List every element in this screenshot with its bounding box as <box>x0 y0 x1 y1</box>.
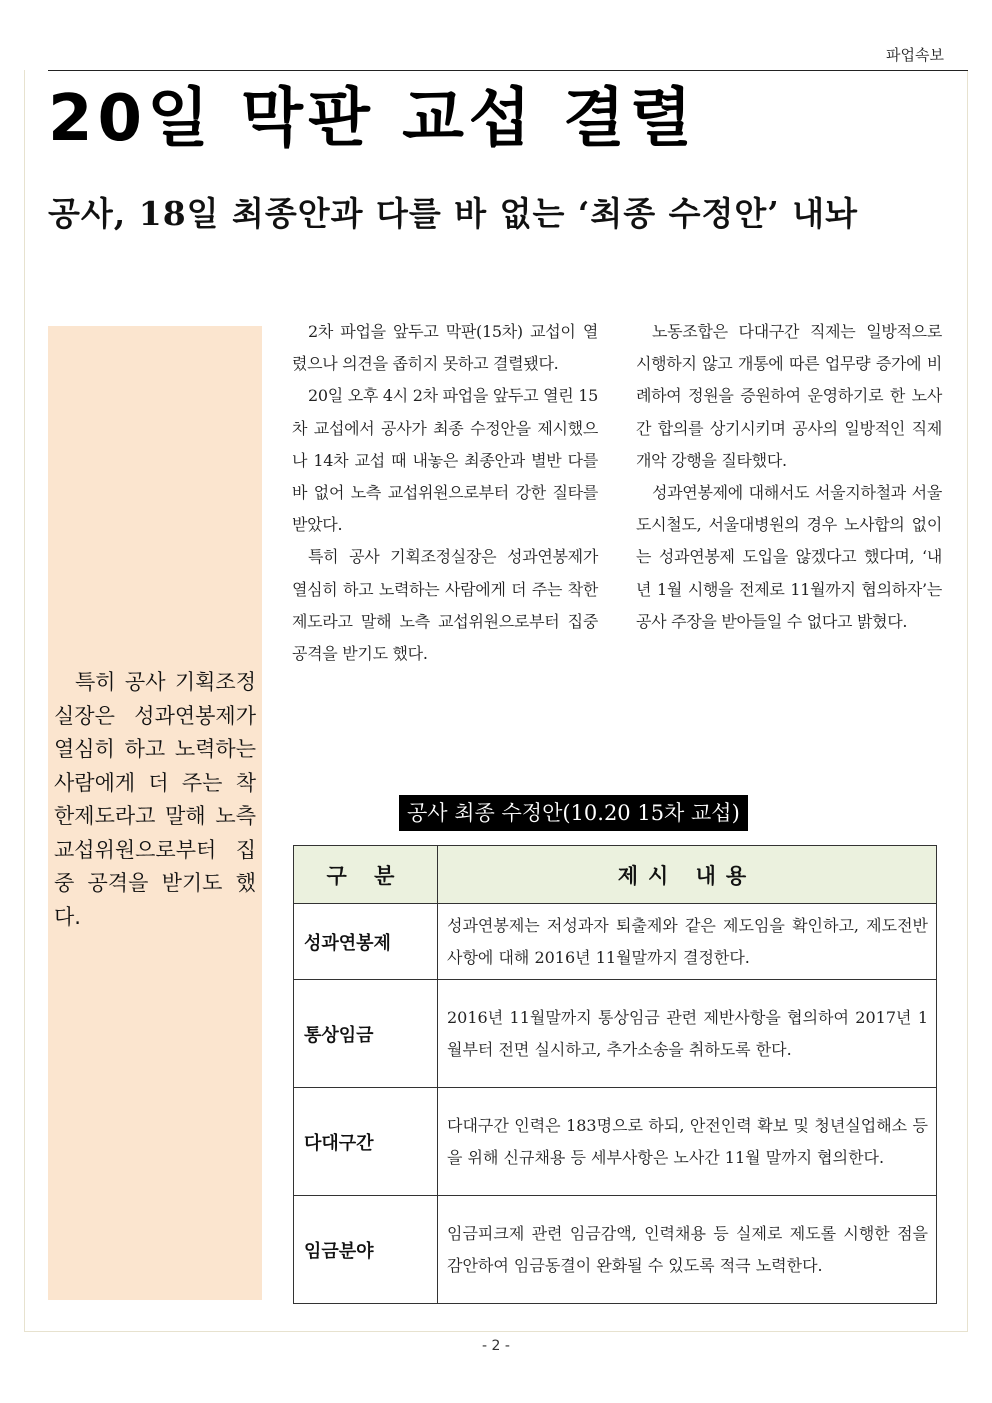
row-content: 다대구간 인력은 183명으로 하되, 안전인력 확보 및 청년실업해소 등을 위해 신규채용 등 세부사항은 노사간 11월 말까지 협의한다. <box>438 1088 937 1196</box>
article-paragraph: 20일 오후 4시 2차 파업을 앞두고 열린 15차 교섭에서 공사가 최종 수정안을 제시했으나 14차 교섭 때 내놓은 최종안과 별반 다를 바 없어 노측 교섭위원으로부터 강한 질타를 받았다. <box>292 386 598 535</box>
row-content: 2016년 11월말까지 통상임금 관련 제반사항을 협의하여 2017년 1월부터 전면 실시하고, 추가소송을 취하도록 한다. <box>438 980 937 1088</box>
row-content: 임금피크제 관련 임금감액, 인력채용 등 실제로 제도롤 시행한 점을 감안하여 임금동결이 완화될 수 있도록 적극 노력한다. <box>438 1196 937 1304</box>
table-header-content: 제시 내용 <box>438 846 937 904</box>
table-row <box>294 980 937 1088</box>
article-paragraph: 노동조합은 다대구간 직제는 일방적으로 시행하지 않고 개통에 따른 업무량 증가에 비례하여 정원을 증원하여 운영하기로 한 노사간 합의를 상기시키며 공사의 일방적인 직제개악 강행을 질타했다. <box>636 322 942 470</box>
article-column-left <box>292 316 598 670</box>
subheadline: 공사, 18일 최종안과 다를 바 없는 ‘최종 수정안’ 내놔 <box>48 194 858 233</box>
section-label: 파업속보 <box>886 46 944 64</box>
pullquote-text: 특히 공사 기획조정실장은 성과연봉제가 열심히 하고 노력하는 사람에게 더 주는 착한제도라고 말해 노측 교섭위원으로부터 집중 공격을 받기도 했다. <box>54 670 256 929</box>
row-label: 성과연봉제 <box>294 904 438 980</box>
pullquote-box <box>48 326 262 1300</box>
row-label: 임금분야 <box>294 1196 438 1304</box>
article-paragraph: 특히 공사 기획조정실장은 성과연봉제가 열심히 하고 노력하는 사람에게 더 주는 착한제도라고 말해 노측 교섭위원으로부터 집중 공격을 받기도 했다. <box>292 547 598 664</box>
table-row <box>294 1196 937 1304</box>
row-label: 다대구간 <box>294 1088 438 1196</box>
table-row <box>294 1088 937 1196</box>
table-header-category: 구 분 <box>294 846 438 904</box>
header-divider <box>48 70 968 71</box>
headline: 20일 막판 교섭 결렬 <box>48 82 697 156</box>
page-number: - 2 - <box>482 1338 510 1354</box>
row-label: 통상임금 <box>294 980 438 1088</box>
article-column-right <box>636 316 942 638</box>
article-paragraph: 성과연봉제에 대해서도 서울지하철과 서울도시철도, 서울대병원의 경우 노사합의 없이는 성과연봉제 도입을 않겠다고 했다며, ‘내년 1월 시행을 전제로 11월까지 협의하자’는 공사 주장을 받아들일 수 없다고 밝혔다. <box>636 483 942 631</box>
proposal-table <box>293 845 937 1304</box>
article-paragraph: 2차 파업을 앞두고 막판(15차) 교섭이 열렸으나 의견을 좁히지 못하고 결렬됐다. <box>292 322 598 374</box>
table-title: 공사 최종 수정안(10.20 15차 교섭) <box>399 795 748 831</box>
table-row <box>294 904 937 980</box>
table-header-row <box>294 846 937 904</box>
row-content: 성과연봉제는 저성과자 퇴출제와 같은 제도임을 확인하고, 제도전반 사항에 대해 2016년 11월말까지 결정한다. <box>438 904 937 980</box>
